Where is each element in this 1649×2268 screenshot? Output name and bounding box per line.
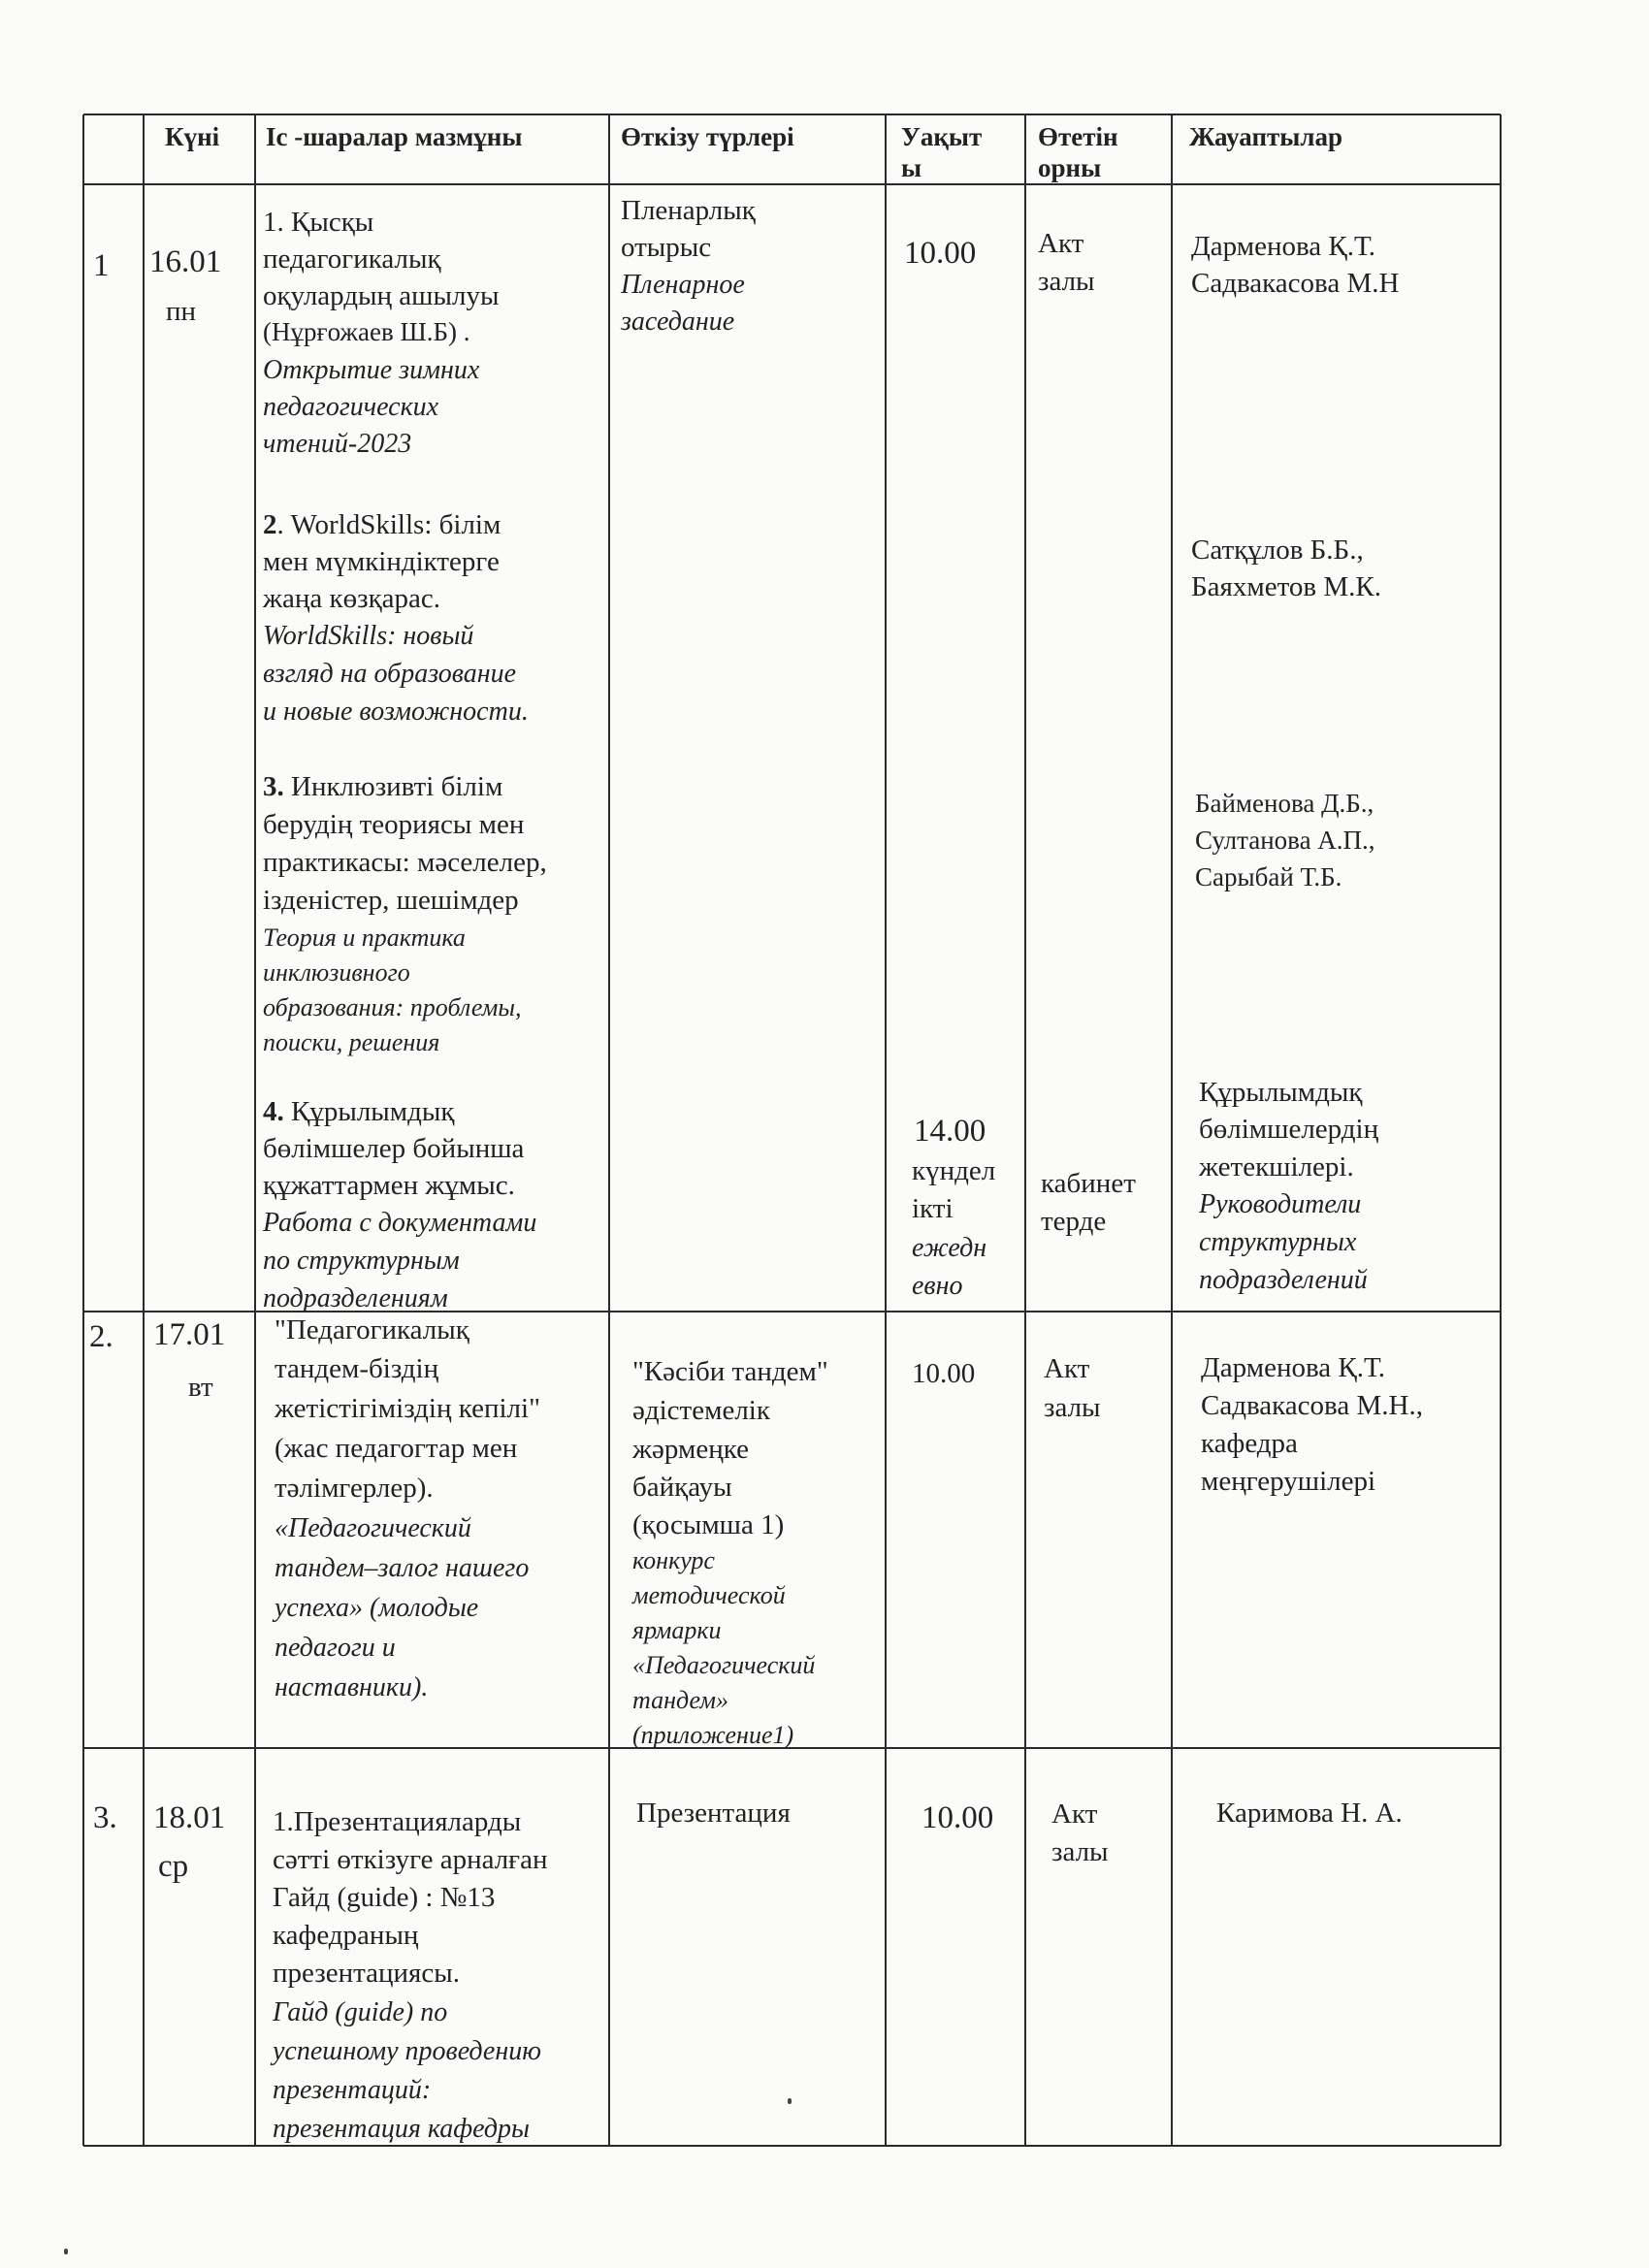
- r2-form-ru-6: (приложение1): [632, 1721, 794, 1749]
- r3-place-1: Акт: [1051, 1798, 1098, 1830]
- r3-time: 10.00: [922, 1800, 994, 1835]
- r1e1-resp-1: Дарменова Қ.Т.: [1191, 231, 1376, 262]
- r2-form-ru-1: конкурс: [632, 1546, 715, 1574]
- row2-date: 17.01: [153, 1317, 226, 1352]
- header-time-2: ы: [901, 153, 922, 182]
- r1e2-kk-3: жаңа көзқарас.: [263, 583, 441, 614]
- r1e2-ru-1: WorldSkills: новый: [263, 621, 474, 651]
- r1e3-kk-4: ізденістер, шешімдер: [263, 885, 519, 916]
- r2-kk-4: (жас педагогтар мен: [275, 1433, 518, 1464]
- r1e4-ru-1: Работа с документами: [263, 1208, 537, 1238]
- header-place: Өтетін: [1038, 122, 1118, 151]
- r2-resp-2: Садвакасова М.Н.,: [1201, 1390, 1423, 1421]
- r2-ru-3: успеха» (молодые: [275, 1593, 479, 1623]
- r3-kk-3: Гайд (guide) : №13: [273, 1882, 496, 1913]
- row3-date: 18.01: [153, 1800, 226, 1835]
- scan-speck: [788, 2098, 792, 2104]
- r1e1-kk-4: (Нұрғожаев Ш.Б) .: [263, 317, 470, 346]
- r1e1-kk-3: оқулардың ашылуы: [263, 280, 500, 311]
- r2-kk-3: жетістігіміздің кепілі": [275, 1393, 540, 1424]
- r1e2-ru-3: и новые возможности.: [263, 697, 529, 727]
- r2-resp-4: меңгерушілері: [1201, 1466, 1376, 1497]
- r1e4-ru-2: по структурным: [263, 1246, 460, 1276]
- r1e1-place-2: залы: [1038, 266, 1095, 297]
- row2-number: 2.: [89, 1319, 113, 1354]
- r1e4-resp-ru-3: подразделений: [1199, 1265, 1368, 1295]
- header-form: Өткізу түрлері: [621, 122, 794, 151]
- row3-weekday: ср: [158, 1849, 189, 1884]
- r1e2-kk-2: мен мүмкіндіктерге: [263, 546, 500, 577]
- scan-speck: [64, 2249, 68, 2254]
- header-place-2: орны: [1038, 153, 1102, 182]
- r1e3-resp-1: Байменова Д.Б.,: [1195, 789, 1374, 818]
- r1e1-form-1: Пленарлық: [621, 195, 756, 226]
- r2-place-2: залы: [1044, 1392, 1101, 1423]
- r1e4-resp-2: бөлімшелердің: [1199, 1114, 1379, 1145]
- row1-weekday: пн: [166, 296, 197, 327]
- r2-kk-2: тандем-біздің: [275, 1353, 439, 1384]
- r1e4-resp-1: Құрылымдық: [1199, 1077, 1363, 1108]
- r2-ru-4: педагоги и: [275, 1633, 396, 1663]
- row2-weekday: вт: [188, 1372, 213, 1403]
- r1e4-number: 4.: [263, 1096, 284, 1127]
- r3-resp: Каримова Н. А.: [1216, 1798, 1403, 1829]
- r2-form-ru-2: методической: [632, 1581, 786, 1609]
- r2-form-ru-3: ярмарки: [632, 1616, 722, 1644]
- r1e4-time-ru-1: ежедн: [912, 1233, 987, 1263]
- r1e2-ru-2: взгляд на образование: [263, 659, 517, 689]
- r2-form-3: жәрмеңке: [632, 1434, 749, 1465]
- r1e4-time-3: ікті: [912, 1193, 954, 1224]
- r2-place-1: Акт: [1044, 1353, 1090, 1384]
- r1e3-kk-2: берудің теориясы мен: [263, 809, 525, 840]
- r3-ru-1: Гайд (guide) по: [273, 1997, 448, 2027]
- r2-ru-5: наставники).: [275, 1672, 429, 1702]
- r1e4-resp-ru-2: структурных: [1199, 1227, 1357, 1257]
- r1e4-ru-3: подразделениям: [263, 1283, 448, 1313]
- r2-ru-2: тандем–залог нашего: [275, 1553, 530, 1583]
- r2-ru-1: «Педагогический: [275, 1513, 471, 1543]
- row3-number: 3.: [93, 1800, 117, 1835]
- r1e3-kk-1: 3. Инклюзивті білім: [263, 771, 503, 802]
- r1e4-resp-3: жетекшілері.: [1199, 1151, 1354, 1183]
- r1e3-resp-2: Султанова А.П.,: [1195, 826, 1375, 855]
- r1e2-number: 2: [263, 509, 277, 540]
- r1e1-ru-3: чтений-2023: [263, 429, 412, 459]
- r1e2-resp-1: Сатқұлов Б.Б.,: [1191, 535, 1364, 566]
- r1e2-kk-1: 2. WorldSkills: білім: [263, 509, 501, 540]
- r1e4-place-1: кабинет: [1041, 1168, 1136, 1199]
- r1e4-place-2: терде: [1041, 1206, 1107, 1237]
- r1e1-form-ru-2: заседание: [621, 307, 735, 337]
- r1e3-ru-4: поиски, решения: [263, 1028, 440, 1056]
- r1e3-kk-3: практикасы: мәселелер,: [263, 847, 547, 878]
- r1e4-time: 14.00: [914, 1114, 986, 1149]
- row1-number: 1: [93, 248, 110, 283]
- r3-kk-5: презентациясы.: [273, 1958, 460, 1989]
- r2-form-2: әдістемелік: [632, 1395, 770, 1426]
- r2-form-1: "Кәсіби тандем": [632, 1356, 828, 1387]
- r1e2-resp-2: Баяхметов М.К.: [1191, 571, 1381, 602]
- r2-form-ru-5: тандем»: [632, 1686, 728, 1714]
- r1e3-number: 3.: [263, 771, 284, 802]
- r1e1-kk-1: 1. Қысқы: [263, 207, 374, 238]
- r3-ru-3: презентаций:: [273, 2075, 432, 2105]
- r3-form: Презентация: [636, 1798, 791, 1829]
- r1e4-resp-ru-1: Руководители: [1199, 1189, 1362, 1219]
- r1e3-resp-3: Сарыбай Т.Б.: [1195, 862, 1342, 891]
- r1e4-time-ru-2: евно: [912, 1271, 963, 1301]
- r3-kk-4: кафедраның: [273, 1920, 419, 1951]
- r1e4-kk-3: құжаттармен жұмыс.: [263, 1170, 515, 1201]
- header-date: Күні: [165, 122, 220, 151]
- r1e4-kk-1: 4. Құрылымдық: [263, 1096, 455, 1127]
- r3-ru-4: презентация кафедры: [273, 2114, 531, 2144]
- r2-time: 10.00: [912, 1358, 976, 1389]
- r1e1-time: 10.00: [904, 236, 977, 271]
- r1e1-ru-1: Открытие зимних: [263, 355, 480, 385]
- r2-form-4: байқауы: [632, 1472, 732, 1503]
- r2-form-5: (қосымша 1): [632, 1509, 785, 1540]
- r3-place-2: залы: [1051, 1836, 1109, 1867]
- r2-form-ru-4: «Педагогический: [632, 1651, 816, 1679]
- r2-kk-1: "Педагогикалық: [275, 1314, 469, 1345]
- r1e1-form-ru-1: Пленарное: [621, 270, 745, 300]
- r2-resp-3: кафедра: [1201, 1428, 1298, 1459]
- r1e4-kk-2: бөлімшелер бойынша: [263, 1133, 525, 1164]
- r1e1-place-1: Акт: [1038, 228, 1084, 259]
- r1e3-ru-1: Теория и практика: [263, 923, 466, 952]
- r3-kk-1: 1.Презентацияларды: [273, 1806, 522, 1837]
- r1e1-form-2: отырыс: [621, 232, 712, 263]
- r2-kk-5: тәлімгерлер).: [275, 1473, 434, 1504]
- r1e1-kk-2: педагогикалық: [263, 243, 441, 275]
- r2-resp-1: Дарменова Қ.Т.: [1201, 1352, 1386, 1383]
- r1e3-ru-3: образования: проблемы,: [263, 993, 522, 1021]
- row1-date: 16.01: [149, 244, 222, 279]
- header-time: Уақыт: [901, 122, 983, 151]
- r1e3-ru-2: инклюзивного: [263, 958, 410, 987]
- header-responsible: Жауаптылар: [1189, 122, 1343, 151]
- r1e1-ru-2: педагогических: [263, 392, 439, 422]
- r3-kk-2: сәтті өткізуге арналған: [273, 1844, 548, 1875]
- r1e4-time-2: күндел: [912, 1155, 996, 1186]
- r1e1-resp-2: Садвакасова М.Н: [1191, 268, 1400, 299]
- r3-ru-2: успешному проведению: [273, 2036, 541, 2066]
- header-content: Іс -шаралар мазмұны: [266, 122, 523, 151]
